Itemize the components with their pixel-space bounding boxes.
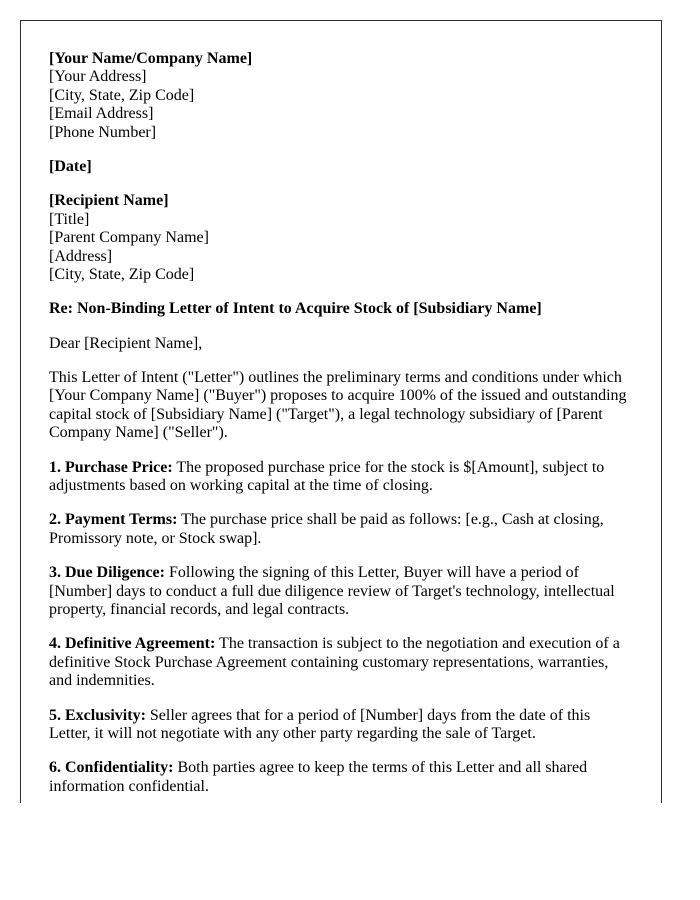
recipient-block bbox=[49, 192, 633, 284]
term-purchase-price-text: The proposed purchase price for the stock is $[Amount], subject to adjustments based on working capital at the time of closing. bbox=[49, 458, 605, 495]
sender-name: [Your Name/Company Name] bbox=[49, 50, 253, 67]
recipient-title: [Title] bbox=[49, 210, 90, 228]
term-definitive-agreement bbox=[49, 635, 633, 690]
term-confidentiality-label: 6. Confidentiality: bbox=[49, 759, 174, 777]
intro-paragraph: This Letter of Intent ("Letter") outlines the preliminary terms and conditions under which [Your Company Name] ("Buyer") proposes to acquire 100% of the issued and outstanding capital stock of [Subsidiary Name] ("Target"), a legal technology subsidiary of [Parent Company Name] ("Seller"). bbox=[49, 369, 627, 442]
recipient-company: [Parent Company Name] bbox=[49, 229, 209, 247]
term-payment-terms-label: 2. Payment Terms: bbox=[49, 511, 178, 529]
recipient-name: [Recipient Name] bbox=[49, 192, 169, 210]
term-exclusivity-label: 5. Exclusivity: bbox=[49, 706, 146, 724]
term-due-diligence bbox=[49, 564, 633, 619]
subject-line: Re: Non-Binding Letter of Intent to Acquire Stock of [Subsidiary Name] bbox=[49, 300, 542, 318]
term-purchase-price bbox=[49, 459, 633, 496]
term-exclusivity-text: Seller agrees that for a period of [Number] days from the date of this Letter, it will not negotiate with any other party regarding the sale of Target. bbox=[49, 706, 591, 742]
sender-phone: [Phone Number] bbox=[49, 123, 157, 141]
sender-email: [Email Address] bbox=[49, 105, 154, 123]
term-exclusivity bbox=[49, 707, 633, 744]
term-confidentiality bbox=[49, 759, 633, 796]
term-definitive-agreement-text: The transaction is subject to the negotiation and execution of a definitive Stock Purchase Agreement containing customary representations, warranties, and indemnities. bbox=[49, 635, 620, 690]
sender-city-state-zip: [City, State, Zip Code] bbox=[49, 86, 195, 104]
term-due-diligence-label: 3. Due Diligence: bbox=[49, 564, 165, 582]
term-payment-terms bbox=[49, 511, 633, 548]
recipient-city-state-zip: [City, State, Zip Code] bbox=[49, 265, 195, 283]
term-purchase-price-label: 1. Purchase Price: bbox=[49, 458, 173, 476]
sender-address: [Your Address] bbox=[49, 68, 147, 86]
letter-document-frame bbox=[20, 20, 662, 803]
term-definitive-agreement-label: 4. Definitive Agreement: bbox=[49, 635, 216, 653]
date-placeholder: [Date] bbox=[49, 157, 92, 175]
salutation: Dear [Recipient Name], bbox=[49, 334, 203, 352]
term-payment-terms-text: The purchase price shall be paid as follows: [e.g., Cash at closing, Promissory note, or Stock swap]. bbox=[49, 511, 604, 547]
recipient-address: [Address] bbox=[49, 247, 113, 265]
date-block bbox=[49, 158, 633, 176]
term-confidentiality-text: Both parties agree to keep the terms of this Letter and all shared information confidential. bbox=[49, 759, 588, 795]
term-due-diligence-text: Following the signing of this Letter, Buyer will have a period of [Number] days to conduct a full due diligence review of Target's technology, intellectual property, financial records, and legal contracts. bbox=[49, 564, 615, 618]
sender-block bbox=[49, 50, 633, 142]
